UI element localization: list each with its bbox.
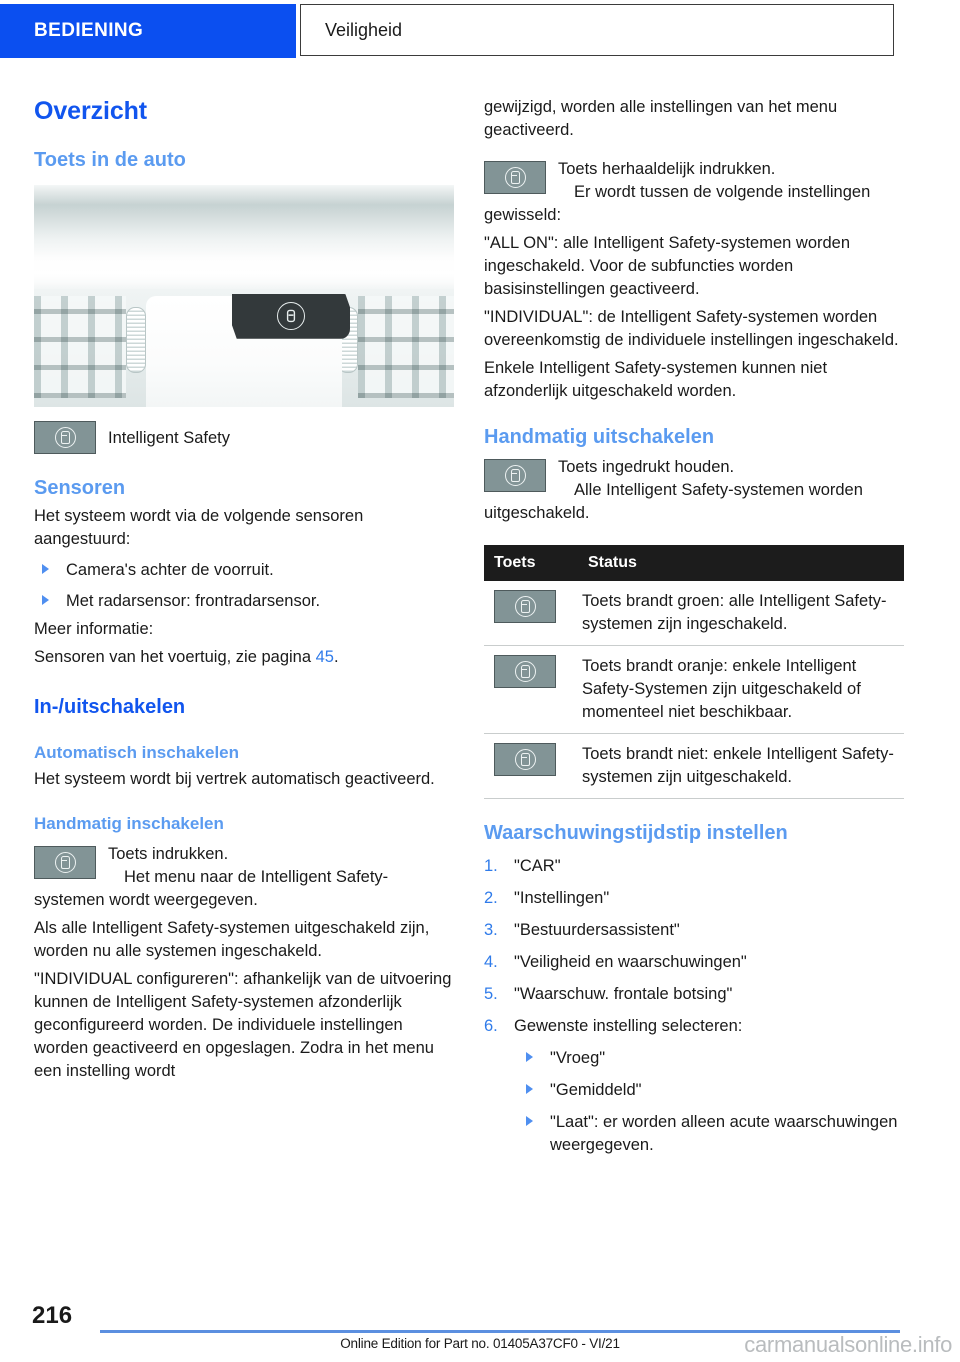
step-number: 5.	[484, 985, 498, 1003]
list-item-label: Met radarsensor: frontradarsensor.	[66, 592, 321, 610]
intelligent-safety-button-icon	[494, 590, 556, 623]
table-cell-status: Toets brandt groen: alle Intelligent Safety-systemen zijn ingeschakeld.	[582, 581, 904, 646]
cross-reference-prefix: Sensoren van het voertuig, zie pagina	[34, 648, 316, 666]
intelligent-safety-icon	[277, 302, 305, 330]
section-heading-waarschuwingstijdstip: Waarschuwingstijdstip instellen	[484, 822, 788, 844]
car-glyph	[61, 431, 70, 444]
continued-paragraph: gewijzigd, worden alle instellingen van het menu geactiveerd.	[484, 98, 838, 139]
table-row	[484, 734, 904, 799]
header-section-tab	[0, 4, 296, 58]
step-label: Gewenste instelling selecteren:	[514, 1017, 743, 1035]
triangle-bullet-icon	[526, 1116, 533, 1126]
page-footer	[0, 1290, 960, 1362]
subsection-heading-handmatig-inschakelen: Handmatig inschakelen	[34, 814, 224, 833]
triangle-bullet-icon	[42, 595, 49, 605]
sensors-bullet-list	[34, 559, 454, 613]
list-item	[484, 919, 904, 942]
step-label: "Bestuurdersassistent"	[514, 921, 680, 939]
intelligent-safety-button-icon	[494, 655, 556, 688]
icon-ring	[55, 852, 76, 873]
car-glyph	[511, 469, 520, 482]
list-item	[514, 1047, 904, 1070]
intelligent-safety-button-strip	[232, 294, 350, 339]
car-glyph	[521, 600, 530, 613]
list-item-label: "Gemiddeld"	[550, 1081, 642, 1099]
list-item-label: "Vroeg"	[550, 1049, 606, 1067]
subsection-heading-automatisch-inschakelen: Automatisch inschakelen	[34, 743, 240, 762]
toggle-step-row	[484, 158, 904, 227]
icon-ring	[515, 596, 536, 617]
cross-reference-page-link[interactable]: 45	[315, 648, 334, 666]
list-item	[484, 855, 904, 878]
car-glyph	[511, 171, 520, 184]
column-header-toets: Toets	[484, 545, 582, 581]
list-item	[484, 951, 904, 974]
icon-ring	[515, 661, 536, 682]
list-item-label: "Laat": er worden alleen acute waarschuwingen weergegeven.	[550, 1113, 898, 1154]
cross-reference	[34, 646, 454, 669]
list-item	[514, 1079, 904, 1102]
triangle-bullet-icon	[526, 1052, 533, 1062]
header-section-tab-label: BEDIENING	[34, 20, 144, 41]
table-row	[484, 646, 904, 734]
cross-reference-suffix: .	[333, 648, 339, 666]
page-header	[0, 0, 960, 62]
sensors-intro-text: Het systeem wordt via de volgende sensoren aangestuurd:	[34, 507, 364, 548]
list-item	[484, 1015, 904, 1157]
manual-on-paragraph-2: "INDIVIDUAL configureren": afhankelijk van de uitvoering kunnen de Intelligent Safety-systemen afzonderlijk geconfigureerd worden. De individuele instellingen worden geactiveerd en opgeslagen. Zodra in het menu een instelling wordt	[34, 970, 452, 1080]
table-cell-status: Toets brandt niet: enkele Intelligent Safety-systemen zijn uitgeschakeld.	[582, 734, 904, 799]
intelligent-safety-button-icon	[34, 421, 96, 454]
toggle-note: Enkele Intelligent Safety-systemen kunnen niet afzonderlijk uitgeschakeld worden.	[484, 359, 828, 400]
table-header-row	[484, 545, 904, 581]
section-heading-sensoren: Sensoren	[34, 477, 126, 499]
intelligent-safety-button-icon	[484, 459, 546, 492]
status-table-body	[484, 581, 904, 799]
step-label: "Instellingen"	[514, 889, 610, 907]
triangle-bullet-icon	[526, 1084, 533, 1094]
step-number: 6.	[484, 1017, 498, 1035]
toggle-step-action: Toets herhaaldelijk indrukken.	[558, 160, 776, 178]
photo-caption-row	[34, 421, 454, 454]
icon-ring	[515, 749, 536, 770]
icon-ring	[55, 427, 76, 448]
manual-off-step-result: Alle Intelligent Safety-systemen worden uitgeschakeld.	[484, 481, 863, 522]
step-label: "Waarschuw. frontale botsing"	[514, 985, 733, 1003]
status-table-header	[484, 545, 904, 581]
warning-time-steps	[484, 855, 904, 1157]
column-header-status: Status	[582, 545, 904, 581]
list-item	[34, 559, 454, 582]
individual-description: "INDIVIDUAL": de Intelligent Safety-systemen worden overeenkomstig de individuele instellingen ingeschakeld.	[484, 308, 899, 349]
edition-note: Online Edition for Part no. 01405A37CF0 - VI/21	[340, 1336, 620, 1351]
list-item	[484, 983, 904, 1006]
more-info-label: Meer informatie:	[34, 620, 154, 638]
intelligent-safety-button-icon	[34, 846, 96, 879]
status-table	[484, 545, 904, 799]
manual-off-step-action: Toets ingedrukt houden.	[558, 458, 735, 476]
step-number: 3.	[484, 921, 498, 939]
icon-ring	[505, 167, 526, 188]
triangle-bullet-icon	[42, 564, 49, 574]
manual-on-paragraph-1: Als alle Intelligent Safety-systemen uitgeschakeld zijn, worden nu alle systemen ingeschakeld.	[34, 919, 430, 960]
photo-caption-label: Intelligent Safety	[108, 428, 230, 447]
step-label: "CAR"	[514, 857, 561, 875]
table-row	[484, 581, 904, 646]
header-topic-tab-label: Veiligheid	[325, 19, 403, 40]
section-heading-toets-in-de-auto: Toets in de auto	[34, 149, 186, 171]
step-number: 2.	[484, 889, 498, 907]
list-item	[484, 887, 904, 910]
icon-ring	[505, 465, 526, 486]
car-glyph	[521, 753, 530, 766]
car-glyph	[61, 856, 70, 869]
step-number: 1.	[484, 857, 498, 875]
all-on-description: "ALL ON": alle Intelligent Safety-systemen worden ingeschakeld. Voor de subfuncties worden basisinstellingen geactiveerd.	[484, 234, 851, 298]
right-column	[484, 96, 904, 1157]
automatisch-inschakelen-text: Het systeem wordt bij vertrek automatisch geactiveerd.	[34, 770, 435, 788]
step-label: "Veiligheid en waarschuwingen"	[514, 953, 747, 971]
vent-thumbwheel-left	[126, 307, 146, 373]
table-cell-icon	[484, 646, 582, 734]
list-item-label: Camera's achter de voorruit.	[66, 561, 274, 579]
intelligent-safety-button-icon	[494, 743, 556, 776]
list-item	[34, 590, 454, 613]
table-cell-icon	[484, 734, 582, 799]
intelligent-safety-button-icon	[484, 161, 546, 194]
step-number: 4.	[484, 953, 498, 971]
air-vent-grille-right	[358, 296, 454, 398]
section-heading-in-uitschakelen: In-/uitschakelen	[34, 696, 186, 718]
page-title: Overzicht	[34, 97, 148, 125]
list-item	[514, 1111, 904, 1157]
table-cell-icon	[484, 581, 582, 646]
site-watermark: carmanualsonline.info	[744, 1332, 952, 1357]
manual-off-step-row	[484, 456, 904, 525]
manual-on-step-result: Het menu naar de Intelligent Safety-systemen wordt weergegeven.	[34, 868, 389, 909]
table-cell-status: Toets brandt oranje: enkele Intelligent Safety-Systemen zijn uitgeschakeld of momenteel niet beschikbaar.	[582, 646, 904, 734]
manual-on-step-action: Toets indrukken.	[108, 845, 229, 863]
car-glyph	[521, 665, 530, 678]
left-column	[34, 96, 454, 1083]
warning-time-options	[514, 1047, 904, 1157]
page-number: 216	[32, 1302, 73, 1329]
section-heading-handmatig-uitschakelen: Handmatig uitschakelen	[484, 426, 715, 448]
header-topic-tab	[300, 4, 894, 56]
air-vent-grille-left	[34, 296, 126, 398]
toggle-step-result: Er wordt tussen de volgende instellingen gewisseld:	[484, 183, 871, 224]
manual-on-step-row	[34, 843, 454, 912]
center-console-photo	[34, 185, 454, 407]
